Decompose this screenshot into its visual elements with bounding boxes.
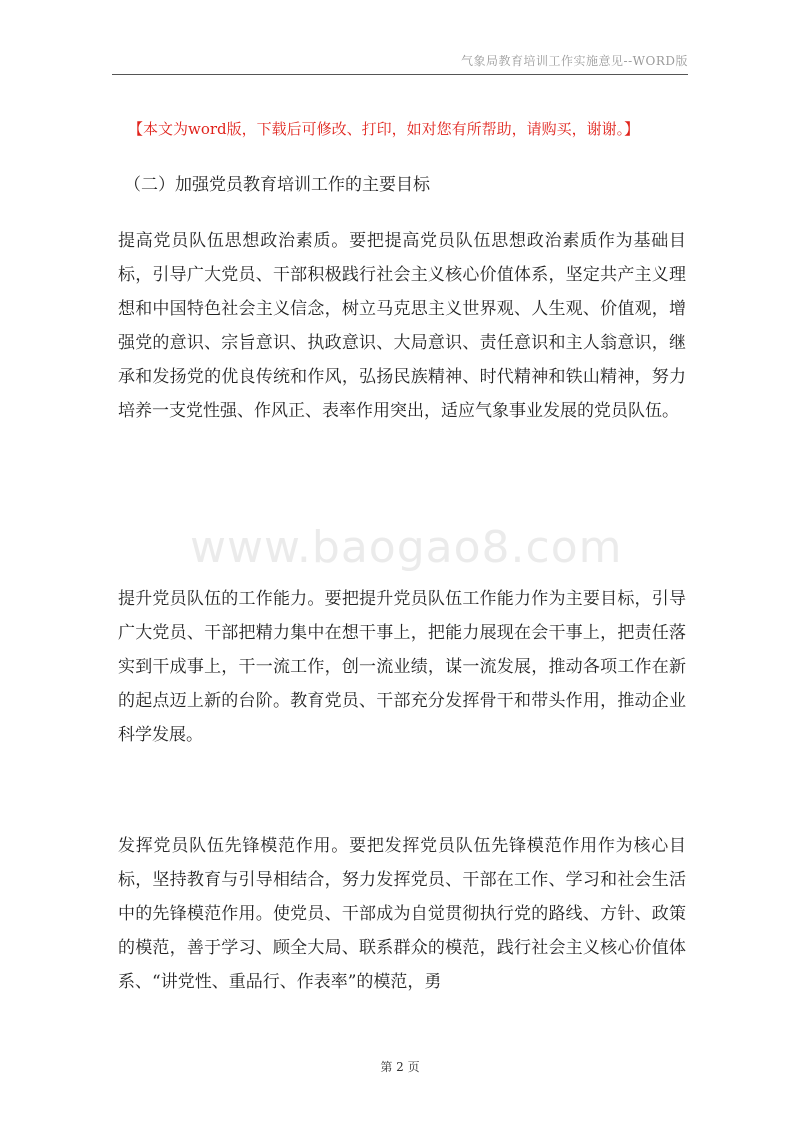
paragraph-vanguard-role: 发挥党员队伍先锋模范作用。要把发挥党员队伍先锋模范作用作为核心目标，坚持教育与引导相结合，努力发挥党员、干部在工作、学习和社会生活中的先锋模范作用。使党员、干部成为自觉贯彻执行党的路线、方针、政策的模范，善于学习、顾全大局、联系群众的模范，践行社会主义核心价值体系、“讲党性、重品行、作表率”的模范，勇 [118,836,686,992]
download-notice: 【本文为word版，下载后可修改、打印，如对您有所帮助，请购买，谢谢。】 [128,120,640,138]
section-heading: （二）加强党员教育培训工作的主要目标 [124,175,430,195]
paragraph-ideological-quality: 提高党员队伍思想政治素质。要把提高党员队伍思想政治素质作为基础目标，引导广大党员、干部积极践行社会主义核心价值体系，坚定共产主义理想和中国特色社会主义信念，树立马克思主义世界观、人生观、价值观，增强党的意识、宗旨意识、执政意识、大局意识、责任意识和主人翁意识，继承和发扬党的优良传统和作风，弘扬民族精神、时代精神和铁山精神，努力培养一支党性强、作风正、表率作用突出，适应气象事业发展的党员队伍。 [118,231,686,421]
watermark: www.baogao8.com [190,522,623,573]
page-number: 第 2 页 [380,1060,420,1074]
paragraph-work-ability: 提升党员队伍的工作能力。要把提升党员队伍工作能力作为主要目标，引导广大党员、干部把精力集中在想干事上，把能力展现在会干事上，把责任落实到干成事上，干一流工作，创一流业绩，谋一流发展，推动各项工作在新的起点迈上新的台阶。教育党员、干部充分发挥骨干和带头作用，推动企业科学发展。 [118,589,686,745]
page-header-title: 气象局教育培训工作实施意见--WORD版 [461,54,688,68]
header-divider [112,74,688,75]
